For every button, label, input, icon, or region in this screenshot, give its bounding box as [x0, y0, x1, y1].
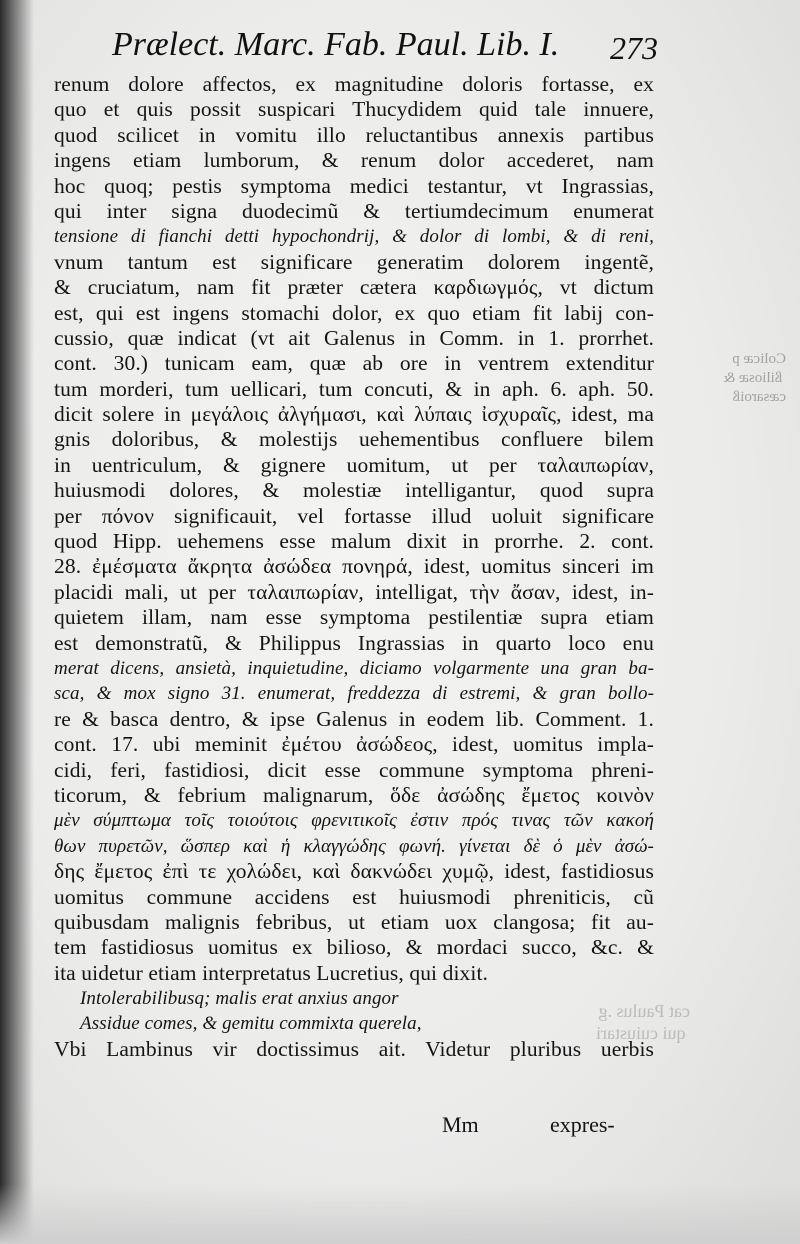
verse-line: Intolerabilibusq; malis erat anxius angor [80, 988, 399, 1010]
text-line: ingens etiam lumborum, & renum dolor accederet, nam [54, 148, 654, 173]
text-line: renum dolore affectos, ex magnitudine doloris fortasse, ex [54, 72, 654, 96]
text-line: hoc quoq; pestis symptoma medici testantur, vt Ingrassias, [54, 173, 654, 198]
gutter-shadow [0, 0, 34, 1244]
text-line: vnum tantum est significare generatim dolorem ingentẽ, [54, 249, 654, 274]
text-line: μὲν σύμπτωμα τοῖς τοιούτοις φρενιτικοῖς ἐστιν πρός τινας τῶν κακοή [54, 810, 654, 832]
signature-mark: Mm [442, 1112, 479, 1137]
text-line: uomitus commune accidens est huiusmodi phreniticis, cũ [54, 884, 654, 909]
text-line: qui inter signa duodecimũ & tertiumdecimum enumerat [54, 198, 654, 223]
text-line: Vbi Lambinus vir doctissimus ait. Videtur pluribus uerbis [54, 1036, 654, 1061]
text-line: merat dicens, ansietà, inquietudine, diciamo volgarmente una gran ba- [54, 657, 654, 679]
text-line: quo et quis possit suspicari Thucydidem quid tale innuere, [54, 97, 654, 122]
text-line: tem fastidiosus uomitus ex bilioso, & mordaci succo, &c. & [54, 935, 654, 960]
text-line: re & basca dentro, & ipse Galenus in eodem lib. Comment. 1. [54, 706, 654, 731]
text-line: quietem illam, nam esse symptoma pestilentiæ supra etiam [54, 605, 654, 630]
page-number: 273 [610, 30, 658, 66]
text-line: in uentriculum, & gignere uomitum, ut per ταλαιπωρίαν, [54, 452, 654, 477]
text-line: 28. ἐμέσματα ἄκρητα ἀσώδεα πονηρά, idest, uomitus sinceri im [54, 554, 654, 579]
text-line: est demonstratũ, & Philippus Ingrassias in quarto loco enu [54, 630, 654, 655]
text-line: dicit solere in μεγάλοις ἀλγήμασι, καὶ λύπαις ἰσχυραῖς, idest, ma [54, 402, 654, 427]
text-line: ita uidetur etiam interpretatus Lucretius, qui dixit. [54, 960, 488, 985]
body-text [54, 72, 654, 1062]
text-line: cussio, quæ indicat (vt ait Galenus in Comm. in 1. prorrhet. [54, 325, 654, 350]
text-line: quibusdam malignis febribus, ut etiam uox clangosa; fit au- [54, 909, 654, 934]
text-line: cont. 17. ubi meminit ἐμέτου ἀσώδεος, idest, uomitus impla- [54, 732, 654, 757]
text-line: huiusmodi dolores, & molestiæ intelligantur, quod supra [54, 478, 654, 503]
catchword: expres- [550, 1112, 615, 1137]
bleed-through-marginalia: Colicæ p ßiliosæ & cæsaroiß [723, 351, 786, 405]
text-line: θων πυρετῶν, ὥσπερ καὶ ἡ κλαγγώδης φωνή. γίνεται δὲ ὁ μὲν ἀσώ- [54, 835, 654, 857]
bleed-through-text: cat Paulus .g qui cuiustari [596, 1001, 690, 1043]
text-line: & cruciatum, nam fit præter cætera καρδιωγμός, vt dictum [54, 275, 654, 300]
verse-line: Assidue comes, & gemitu commixta querela, [80, 1013, 422, 1035]
text-line: tum morderi, tum uellicari, tum concuti, & in aph. 6. aph. 50. [54, 376, 654, 401]
text-line: placidi mali, ut per ταλαιπωρίαν, intelligat, τὴν ἄσαν, idest, in- [54, 579, 654, 604]
running-head: Prælect. Marc. Fab. Paul. Lib. I. [112, 26, 560, 63]
bottom-shadow [0, 1184, 800, 1244]
text-line: δης ἔμετος ἐπὶ τε χολώδει, καὶ δακνώδει χυμῷ, idest, fastidiosus [54, 859, 654, 884]
text-line: sca, & mox signo 31. enumerat, freddezza di estremi, & gran bollo- [54, 683, 654, 705]
text-line: tensione di fianchi detti hypochondrij, & dolor di lombi, & di reni, [54, 226, 654, 248]
text-line: quod scilicet in vomitu illo reluctantibus annexis partibus [54, 122, 654, 147]
text-line: cont. 30.) tunicam eam, quæ ab ore in ventrem extenditur [54, 351, 654, 376]
text-line: ticorum, & febrium malignarum, ὅδε ἀσώδης ἔμετος κοινὸν [54, 782, 654, 807]
text-line: est, qui est ingens stomachi dolor, ex quo etiam fit labij con- [54, 300, 654, 325]
text-line: gnis doloribus, & molestijs uehementibus confluere bilem [54, 427, 654, 452]
text-line: cidi, feri, fastidiosi, dicit esse commune symptoma phreni- [54, 757, 654, 782]
text-line: per πόνον significauit, vel fortasse illud uoluit significare [54, 503, 654, 528]
page-footer [442, 1112, 642, 1140]
text-line: quod Hipp. uehemens esse malum dixit in prorrhe. 2. cont. [54, 529, 654, 554]
